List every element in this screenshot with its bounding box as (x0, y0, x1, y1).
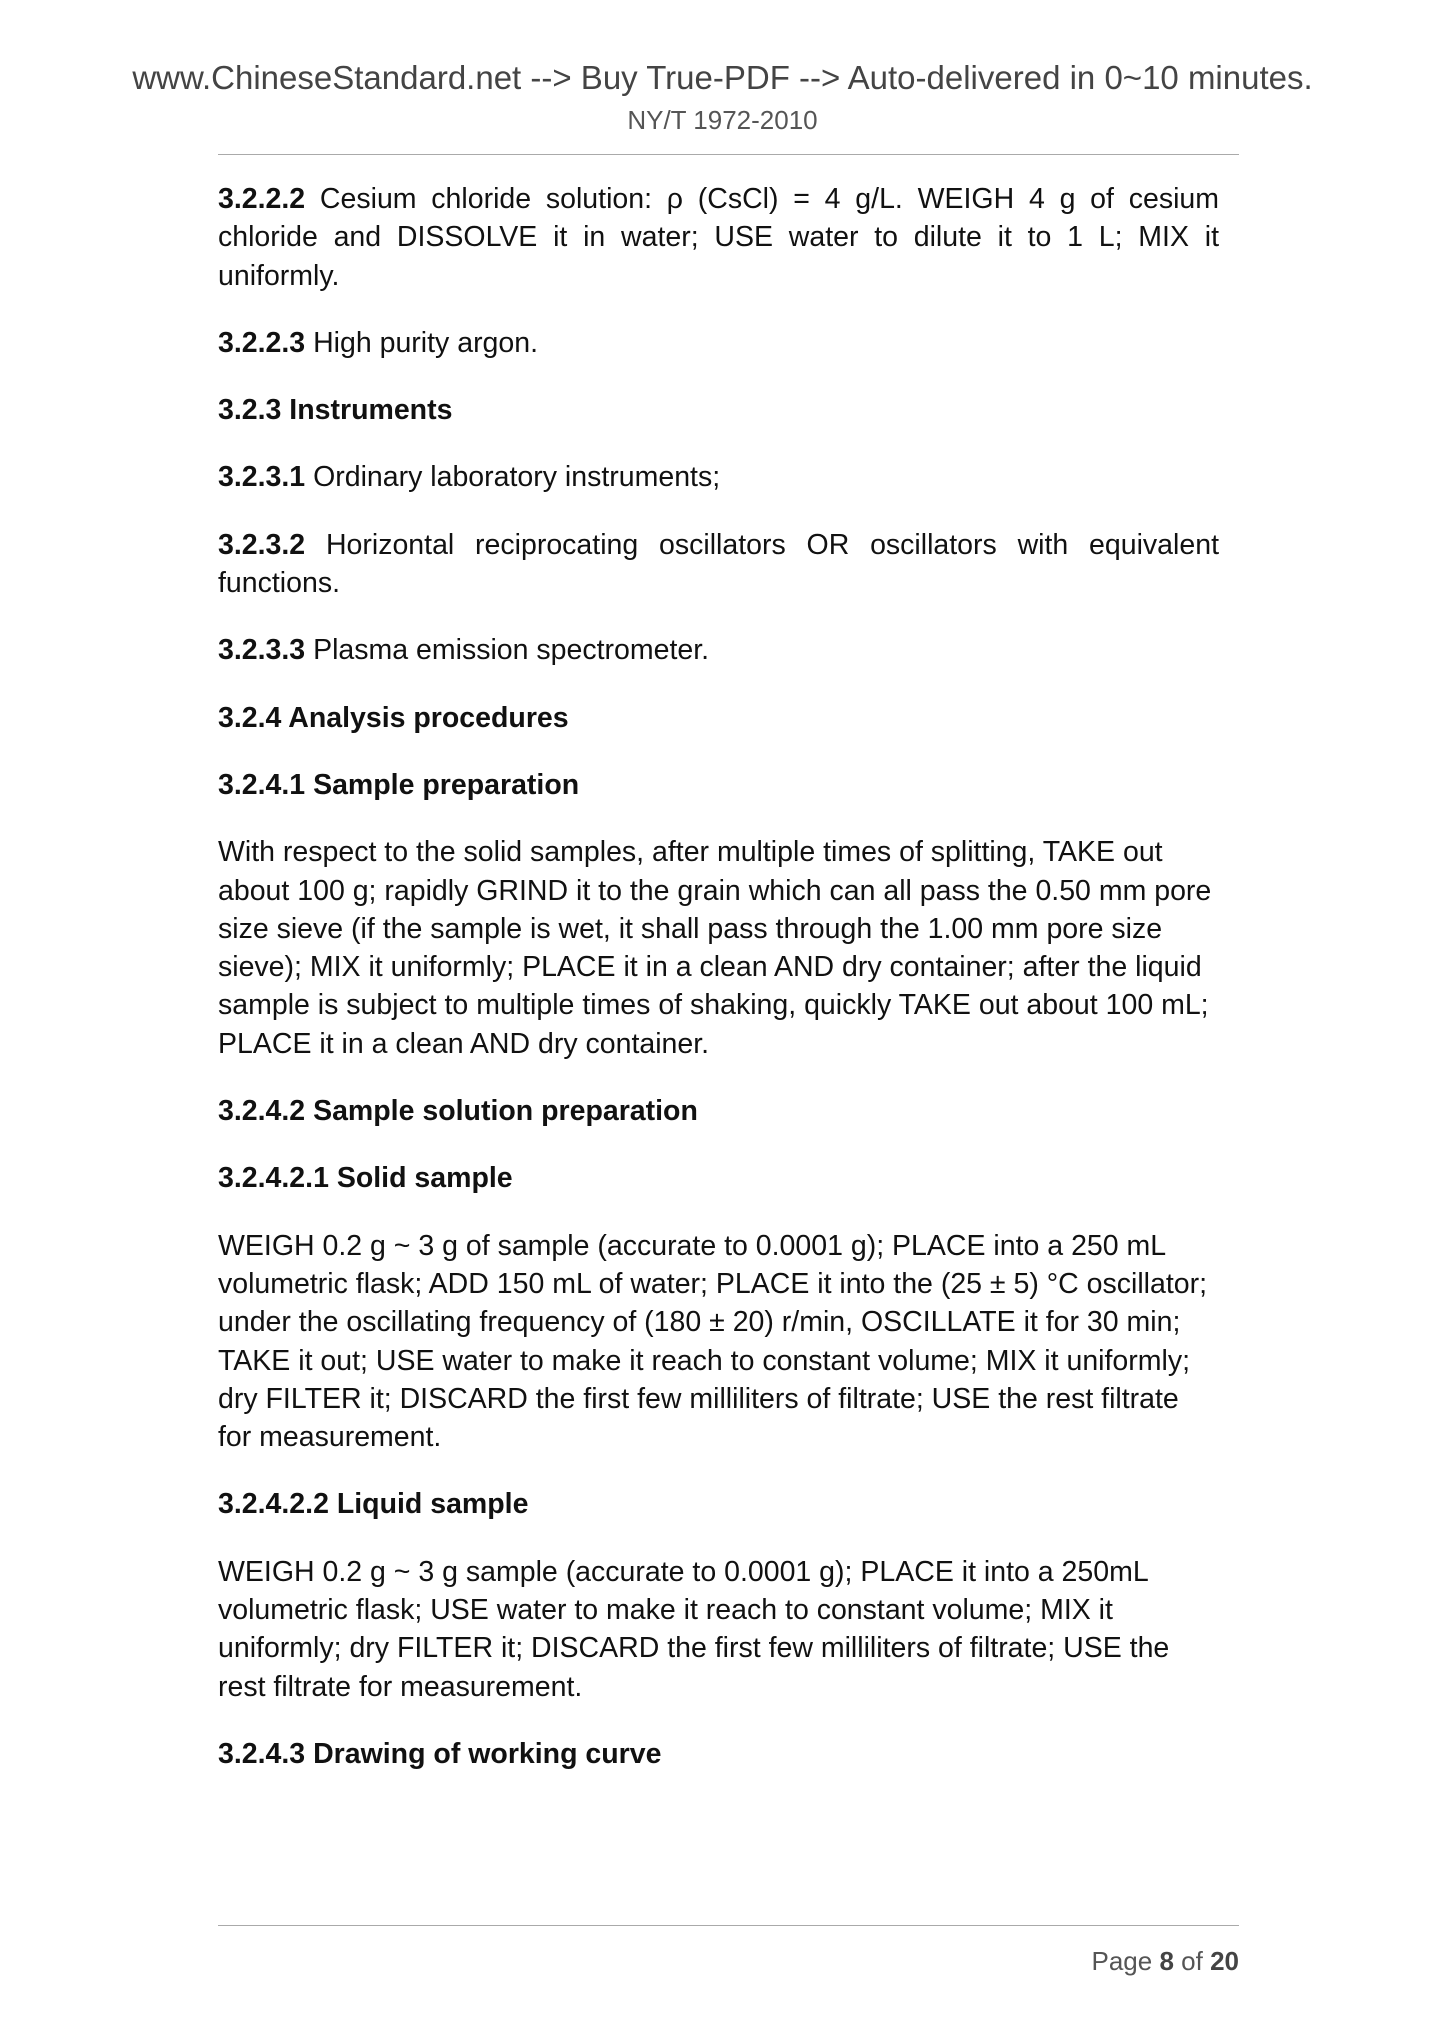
page-word: Page (1091, 1946, 1153, 1976)
total-pages: 20 (1210, 1946, 1239, 1976)
clause-text: High purity argon. (305, 326, 539, 359)
document-body (218, 180, 1219, 1802)
section-heading-liquid-sample: 3.2.4.2.2 Liquid sample (218, 1488, 529, 1521)
body-paragraph-solid-sample: WEIGH 0.2 g ~ 3 g of sample (accurate to 0.0001 g); PLACE into a 250 mL volumetric flask; ADD 150 mL of water; PLACE it into the (25 ± 5) °C oscillator; under the oscillating frequency of (180 ± 20) r/min, OSCILLATE it for 30 min; TAKE it out; USE water to make it reach to constant volume; MIX it uniformly; dry FILTER it; DISCARD the first few milliliters of filtrate; USE the rest filtrate for measurement. (218, 1229, 1208, 1454)
standard-code: NY/T 1972-2010 (627, 105, 818, 135)
page-indicator (1091, 1945, 1239, 1977)
clause-3-2-3-1 (218, 458, 1219, 496)
page-number: 8 (1159, 1946, 1174, 1976)
section-heading-working-curve: 3.2.4.3 Drawing of working curve (218, 1737, 662, 1770)
header-divider (218, 154, 1239, 155)
clause-number: 3.2.2.2 (218, 183, 306, 215)
clause-number: 3.2.3.3 (218, 634, 306, 667)
footer-divider (218, 1925, 1239, 1926)
clause-text: Horizontal reciprocating oscillators OR oscillators with equivalent functions. (218, 528, 1219, 600)
section-heading-analysis-procedures: 3.2.4 Analysis procedures (218, 701, 569, 734)
clause-text: Cesium chloride solution: ρ (CsCl) = 4 g/L. WEIGH 4 g of cesium chloride and DISSOLVE it in water; USE water to dilute it to 1 L; MIX it uniformly. (218, 183, 1219, 292)
section-heading-sample-solution-preparation: 3.2.4.2 Sample solution preparation (218, 1095, 698, 1128)
clause-3-2-3-3 (218, 631, 1219, 669)
clause-text: Plasma emission spectrometer. (305, 634, 710, 667)
section-heading-instruments: 3.2.3 Instruments (218, 394, 453, 427)
section-heading-solid-sample: 3.2.4.2.1 Solid sample (218, 1162, 513, 1195)
clause-number: 3.2.3.2 (218, 528, 306, 561)
site-banner: www.ChineseStandard.net --> Buy True-PDF --> Auto-delivered in 0~10 minutes. (132, 59, 1313, 96)
section-heading-sample-preparation: 3.2.4.1 Sample preparation (218, 768, 580, 801)
clause-text: Ordinary laboratory instruments; (305, 461, 721, 494)
clause-number: 3.2.2.3 (218, 326, 306, 359)
clause-3-2-3-2 (218, 526, 1219, 603)
of-word: of (1181, 1946, 1203, 1976)
clause-number: 3.2.3.1 (218, 461, 306, 494)
clause-3-2-2-2 (218, 180, 1219, 295)
body-paragraph-sample-preparation: With respect to the solid samples, after multiple times of splitting, TAKE out about 100 g; rapidly GRIND it to the grain which can all pass the 0.50 mm pore size sieve (if the sample is wet, it shall pass through the 1.00 mm pore size sieve); MIX it uniformly; PLACE it in a clean AND dry container; after the liquid sample is subject to multiple times of shaking, quickly TAKE out about 100 mL; PLACE it in a clean AND dry container. (218, 836, 1212, 1060)
clause-3-2-2-3 (218, 324, 1219, 362)
body-paragraph-liquid-sample: WEIGH 0.2 g ~ 3 g sample (accurate to 0.0001 g); PLACE it into a 250mL volumetric flask; USE water to make it reach to constant volume; MIX it uniformly; dry FILTER it; DISCARD the first few milliliters of filtrate; USE the rest filtrate for measurement. (218, 1555, 1170, 1703)
